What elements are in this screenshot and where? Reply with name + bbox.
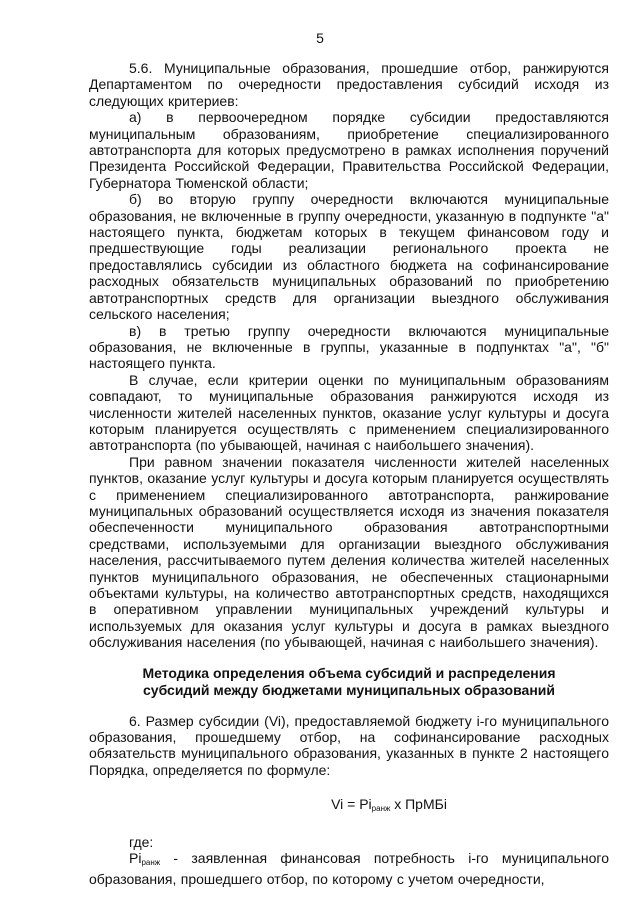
section-heading bbox=[89, 665, 609, 699]
paragraph-5-6: 5.6. Муниципальные образования, прошедшие отбор, ранжируются Департаментом по очередности предоставления субсидий исходя из следующих критериев: bbox=[89, 60, 609, 109]
formula-lhs: Vi = Pi bbox=[331, 796, 372, 813]
document-body bbox=[89, 60, 609, 888]
where-definition bbox=[89, 850, 609, 888]
where-label: где: bbox=[129, 833, 154, 850]
section-heading-line-2: субсидий между бюджетами муниципальных образований bbox=[143, 681, 555, 698]
paragraph-6: 6. Размер субсидии (Vi), предоставляемой бюджету i-го муниципального образования, прошедшему отбор, на софинансирование расходных обязательств муниципального образования, указанных в пункте 2 настоящего Порядка, определяется по формуле: bbox=[89, 712, 609, 778]
paragraph-subitem-a: а) в первоочередном порядке субсидии предоставляются муниципальным образованиям, приобретение специализированного автотранспорта для которых предусмотрено в рамках исполнения поручений Президента Российской Федерации, Правительства Российской Федерации, Губернатора Тюменской области; bbox=[89, 109, 609, 191]
paragraph-equal-criteria: В случае, если критерии оценки по муниципальным образованиям совпадают, то муниципальные образования ранжируются исходя из численности жителей населенных пунктов, оказание услуг культуры и досуга которым планируется осуществлять с применением специализированного автотранспорта (по убывающей, начиная с наибольшего значения). bbox=[89, 371, 609, 454]
formula bbox=[89, 796, 609, 817]
page-number: 5 bbox=[316, 30, 324, 46]
where-term-subscript: ранж bbox=[141, 858, 161, 868]
paragraph-subitem-b: б) во вторую группу очередности включаются муниципальные образования, не включенные в группу очередности, указанную в подпункте "а" настоящего пункта, бюджетам которых в текущем финансовом году и предшествующие годы реализации регионального проекта не предоставлялись субсидии из областного бюджета на софинансирование расходных обязательств муниципальных образований по приобретению автотранспортных средств для организации выездного обслуживания сельского населения; bbox=[89, 191, 609, 323]
section-heading-line-1: Методика определения объема субсидий и распределения bbox=[142, 664, 556, 681]
where-term-definition: - заявленная финансовая потребность i-го муниципального образования, прошедшего отбор, по которому с учетом очередности, bbox=[89, 850, 609, 888]
where-term: Pi bbox=[129, 850, 142, 867]
paragraph-equal-population: При равном значении показателя численности жителей населенных пунктов, оказание услуг культуры и досуга которым планируется осуществлять с применением специализированного автотранспорта, ранжирование муниципальных образований осуществляется исходя из значения показателя обеспеченности муниципального образования автотранспортными средствами, используемыми для организации выездного обслуживания населения, рассчитываемого путем деления количества жителей населенных пунктов муниципального образования, не обеспеченных стационарными объектами культуры, на количество автотранспортных средств, находящихся в оперативном управлении муниципальных учреждений культуры и используемых для оказания услуг культуры и досуга в рамках выездного обслуживания населения (по убывающей, начиная с наибольшего значения). bbox=[89, 453, 609, 651]
paragraph-subitem-v: в) в третью группу очередности включаются муниципальные образования, не включенные в группы, указанные в подпунктах "а", "б" настоящего пункта. bbox=[89, 322, 609, 372]
formula-subscript: ранж bbox=[371, 804, 391, 814]
formula-rhs: х ПрМБi bbox=[390, 796, 447, 813]
